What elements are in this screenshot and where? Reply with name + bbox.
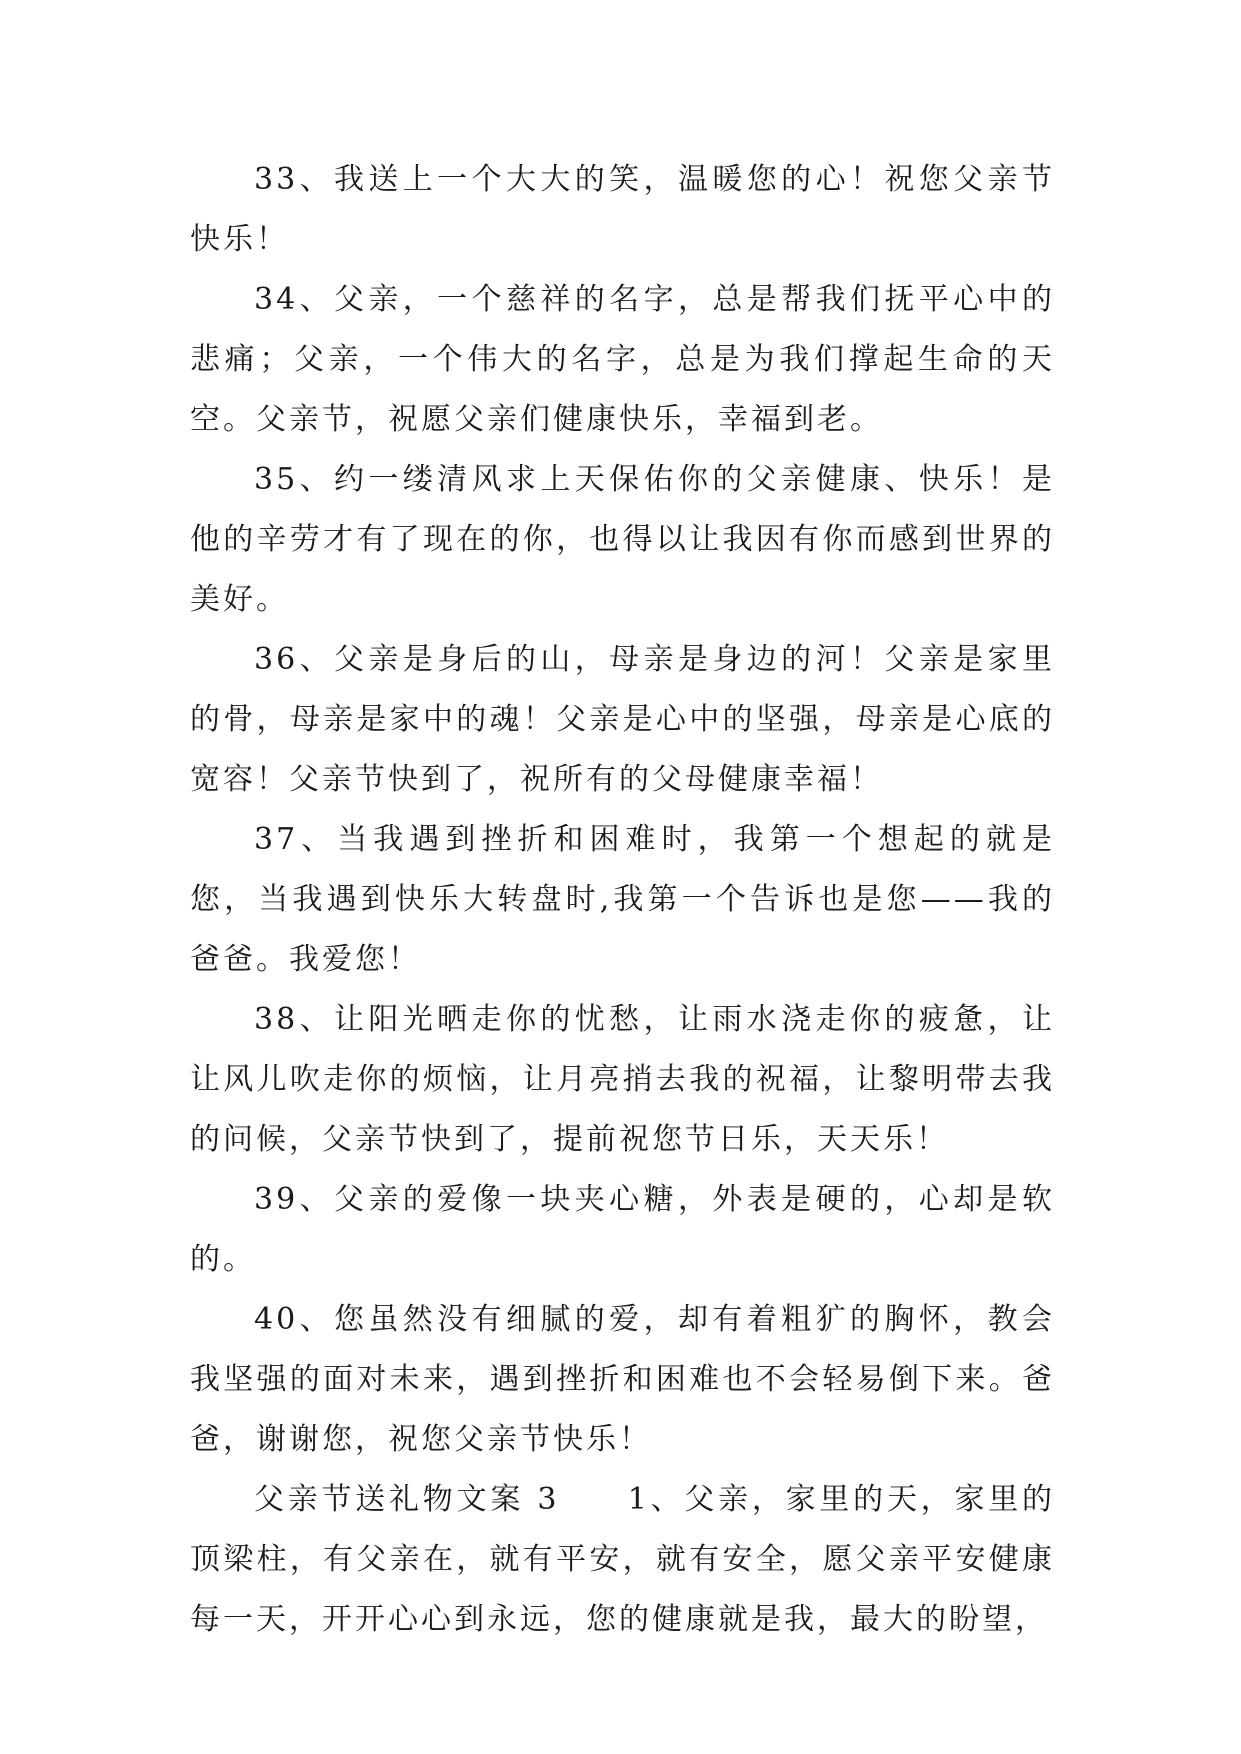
paragraph-38: 38、让阳光晒走你的忧愁，让雨水浇走你的疲惫，让让风儿吹走你的烦恼，让月亮捎去我的祝福，让黎明带去我的问候，父亲节快到了，提前祝您节日乐，天天乐！	[190, 1002, 1055, 1157]
paragraph-34: 34、父亲，一个慈祥的名字，总是帮我们抚平心中的悲痛；父亲，一个伟大的名字，总是为我们撑起生命的天空。父亲节，祝愿父亲们健康快乐，幸福到老。	[190, 282, 1055, 437]
paragraph-37: 37、当我遇到挫折和困难时，我第一个想起的就是您，当我遇到快乐大转盘时,我第一个告诉也是您——我的爸爸。我爱您！	[190, 822, 1055, 977]
paragraph-40: 40、您虽然没有细腻的爱，却有着粗犷的胸怀，教会我坚强的面对未来，遇到挫折和困难也不会轻易倒下来。爸爸，谢谢您，祝您父亲节快乐！	[190, 1302, 1055, 1457]
paragraph-35: 35、约一缕清风求上天保佑你的父亲健康、快乐！是他的辛劳才有了现在的你，也得以让我因有你而感到世界的美好。	[190, 462, 1055, 617]
section-3-paragraph: 父亲节送礼物文案 3 1、父亲，家里的天，家里的顶梁柱，有父亲在，就有平安，就有安全，愿父亲平安健康每一天，开开心心到永远，您的健康就是我，最大的盼望，	[190, 1482, 1055, 1637]
document-body	[190, 150, 1055, 1650]
paragraph-33: 33、我送上一个大大的笑，温暖您的心！祝您父亲节快乐！	[190, 162, 1055, 257]
paragraph-36: 36、父亲是身后的山，母亲是身边的河！父亲是家里的骨，母亲是家中的魂！父亲是心中的坚强，母亲是心底的宽容！父亲节快到了，祝所有的父母健康幸福！	[190, 642, 1055, 797]
paragraph-39: 39、父亲的爱像一块夹心糖，外表是硬的，心却是软的。	[190, 1182, 1055, 1277]
